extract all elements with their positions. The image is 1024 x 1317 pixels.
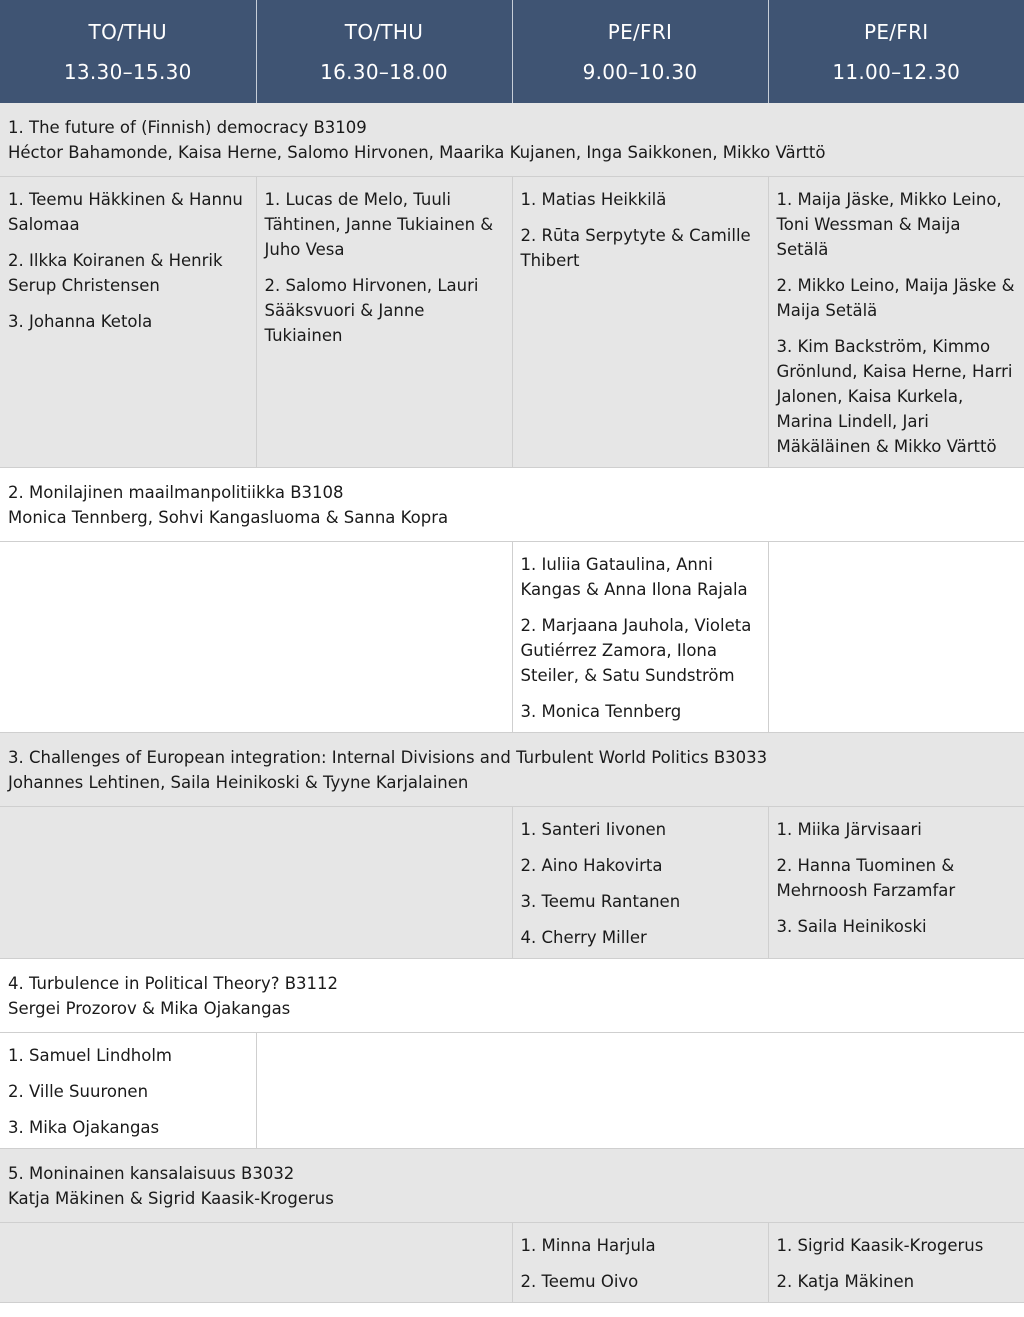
presentation-item: 3. Teemu Rantanen	[520, 892, 681, 911]
workshop-header	[0, 468, 1024, 542]
column-day: TO/THU	[344, 19, 424, 44]
schedule-body	[0, 103, 1024, 1303]
column-time: 11.00–12.30	[832, 59, 961, 84]
workshop-header-row	[0, 103, 1024, 177]
workshop-sessions-row	[0, 542, 1024, 733]
presentation-item: 3. Saila Heinikoski	[776, 917, 927, 936]
presentation-item: 2. Aino Hakovirta	[520, 856, 663, 875]
workshop-sessions-row	[0, 807, 1024, 959]
column-day: TO/THU	[88, 19, 167, 44]
presentation-item: 3. Johanna Ketola	[8, 312, 153, 331]
column-time: 9.00–10.30	[582, 59, 698, 84]
workshop-title: 2. Monilajinen maailmanpolitiikka B3108	[8, 483, 344, 502]
header-row	[0, 0, 1024, 103]
workshop-header	[0, 959, 1024, 1033]
workshop-leaders: Héctor Bahamonde, Kaisa Herne, Salomo Hirvonen, Maarika Kujanen, Inga Saikkonen, Mikko Värttö	[8, 143, 826, 162]
session-cell	[0, 1033, 256, 1149]
presentation-item: 2. Ville Suuronen	[8, 1082, 149, 1101]
presentation-item: 1. Miika Järvisaari	[776, 820, 922, 839]
workshop-header-row	[0, 959, 1024, 1033]
presentation-item: 1. Teemu Häkkinen & Hannu Salomaa	[8, 190, 243, 234]
workshop-header	[0, 103, 1024, 177]
workshop-header-row	[0, 468, 1024, 542]
presentation-item: 2. Katja Mäkinen	[776, 1272, 915, 1291]
presentation-item: 2. Mikko Leino, Maija Jäske & Maija Setälä	[776, 276, 1015, 320]
column-header	[512, 0, 768, 103]
presentation-item: 2. Ilkka Koiranen & Henrik Serup Christensen	[8, 251, 223, 295]
presentation-item: 1. Maija Jäske, Mikko Leino, Toni Wessman & Maija Setälä	[776, 190, 1002, 259]
workshop-title: 5. Moninainen kansalaisuus B3032	[8, 1164, 295, 1183]
presentation-item: 1. Santeri Iivonen	[520, 820, 667, 839]
column-day: PE/FRI	[863, 19, 929, 44]
session-cell	[768, 177, 1024, 468]
presentation-item: 3. Mika Ojakangas	[8, 1118, 160, 1137]
column-day: PE/FRI	[607, 19, 673, 44]
session-cell	[768, 807, 1024, 959]
presentation-item: 3. Monica Tennberg	[520, 702, 682, 721]
workshop-leaders: Johannes Lehtinen, Saila Heinikoski & Tyyne Karjalainen	[8, 773, 469, 792]
column-header	[0, 0, 256, 103]
presentation-item: 2. Marjaana Jauhola, Violeta Gutiérrez Zamora, Ilona Steiler, & Satu Sundström	[520, 616, 752, 685]
empty-session-cell	[0, 542, 512, 733]
session-cell	[768, 1223, 1024, 1303]
workshop-header	[0, 1149, 1024, 1223]
workshop-sessions-row	[0, 1223, 1024, 1303]
empty-session-cell	[0, 807, 512, 959]
presentation-item: 2. Hanna Tuominen & Mehrnoosh Farzamfar	[776, 856, 956, 900]
presentation-item: 1. Matias Heikkilä	[520, 190, 667, 209]
workshop-title: 1. The future of (Finnish) democracy B3109	[8, 118, 367, 137]
empty-session-cell	[768, 542, 1024, 733]
workshop-leaders: Sergei Prozorov & Mika Ojakangas	[8, 999, 291, 1018]
workshop-header-row	[0, 1149, 1024, 1223]
workshop-title: 3. Challenges of European integration: Internal Divisions and Turbulent World Politics B3033	[8, 748, 768, 767]
workshop-header	[0, 733, 1024, 807]
session-cell	[0, 177, 256, 468]
column-header	[256, 0, 512, 103]
presentation-item: 2. Teemu Oivo	[520, 1272, 639, 1291]
presentation-item: 3. Kim Backström, Kimmo Grönlund, Kaisa Herne, Harri Jalonen, Kaisa Kurkela, Marina Lindell, Jari Mäkäläinen & Mikko Värttö	[776, 337, 1013, 456]
workshop-sessions-row	[0, 177, 1024, 468]
presentation-item: 2. Rūta Serpytyte & Camille Thibert	[520, 226, 751, 270]
workshop-title: 4. Turbulence in Political Theory? B3112	[8, 974, 339, 993]
column-time: 16.30–18.00	[320, 59, 448, 84]
workshop-leaders: Monica Tennberg, Sohvi Kangasluoma & Sanna Kopra	[8, 508, 449, 527]
workshop-leaders: Katja Mäkinen & Sigrid Kaasik-Krogerus	[8, 1189, 334, 1208]
presentation-item: 1. Sigrid Kaasik-Krogerus	[776, 1236, 984, 1255]
presentation-item: 2. Salomo Hirvonen, Lauri Sääksvuori & Janne Tukiainen	[264, 276, 479, 345]
session-cell	[512, 1223, 768, 1303]
presentation-item: 1. Lucas de Melo, Tuuli Tähtinen, Janne Tukiainen & Juho Vesa	[264, 190, 494, 259]
empty-session-cell	[0, 1223, 512, 1303]
presentation-item: 1. Minna Harjula	[520, 1236, 656, 1255]
session-cell	[512, 807, 768, 959]
session-cell	[512, 542, 768, 733]
column-header	[768, 0, 1024, 103]
presentation-item: 1. Samuel Lindholm	[8, 1046, 173, 1065]
presentation-item: 1. Iuliia Gataulina, Anni Kangas & Anna Ilona Rajala	[520, 555, 748, 599]
session-cell	[512, 177, 768, 468]
workshop-sessions-row	[0, 1033, 1024, 1149]
presentation-item: 4. Cherry Miller	[520, 928, 647, 947]
column-time: 13.30–15.30	[63, 59, 192, 84]
session-cell	[256, 177, 512, 468]
empty-session-cell	[256, 1033, 1024, 1149]
workshop-header-row	[0, 733, 1024, 807]
